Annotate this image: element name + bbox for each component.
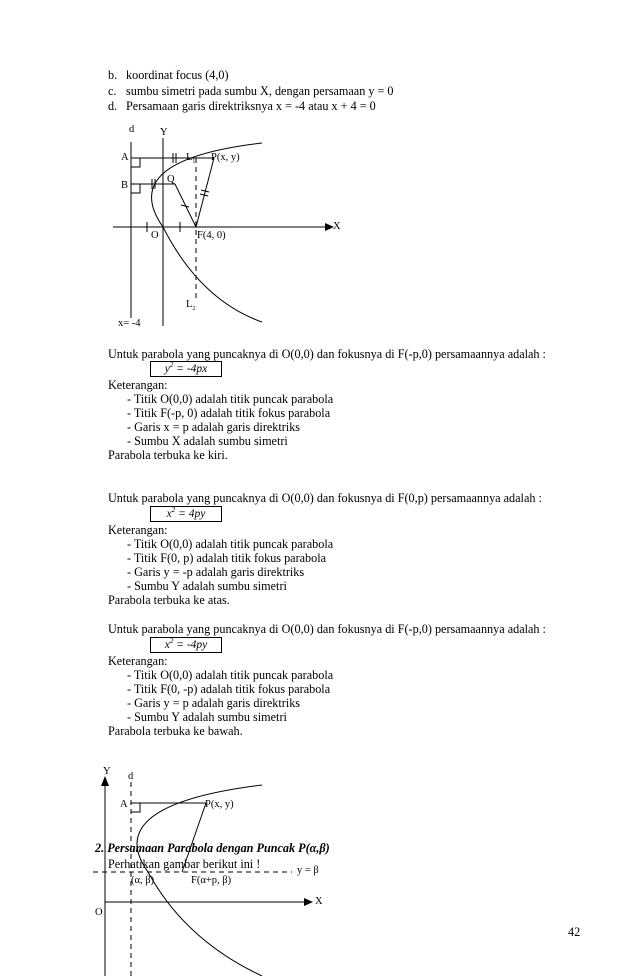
label-l2: $L_2$ bbox=[186, 299, 196, 313]
label-y-axis: Y bbox=[160, 127, 168, 138]
bullet-item: - Sumbu Y adalah sumbu simetri bbox=[127, 710, 287, 724]
section-heading: Untuk parabola yang puncaknya di O(0,0) dan fokusnya di F(-p,0) persamaannya adalah : bbox=[108, 622, 546, 636]
label-vertex: (α, β) bbox=[131, 875, 155, 886]
label-focus-2: F(α+p, β) bbox=[191, 875, 232, 886]
label-q: Q bbox=[167, 174, 175, 185]
keterangan-label: Keterangan: bbox=[108, 378, 168, 392]
list-marker: c. bbox=[108, 84, 117, 98]
list-marker: b. bbox=[108, 68, 118, 82]
section-2-heading: 2. Persamaan Parabola dengan Puncak P(α,β) bbox=[95, 841, 330, 855]
section-heading: Untuk parabola yang puncaknya di O(0,0) dan fokusnya di F(-p,0) persamaannya adalah : bbox=[108, 347, 546, 361]
bullet-item: - Titik F(0, p) adalah titik fokus parabola bbox=[127, 551, 327, 565]
page-number: 42 bbox=[568, 925, 581, 939]
bullet-item: - Titik F(-p, 0) adalah titik fokus parabola bbox=[127, 406, 331, 420]
section-conclusion: Parabola terbuka ke bawah. bbox=[108, 724, 243, 738]
section-heading: Untuk parabola yang puncaknya di O(0,0) dan fokusnya di F(0,p) persamaannya adalah : bbox=[108, 491, 542, 505]
label-o-2: O bbox=[95, 907, 103, 918]
label-d: d bbox=[129, 124, 135, 135]
formula-box: $x^2 = -4py$ bbox=[150, 637, 222, 653]
y-axis-arrow-icon bbox=[101, 776, 109, 786]
label-b: B bbox=[121, 180, 129, 191]
section-conclusion: Parabola terbuka ke kiri. bbox=[108, 448, 228, 462]
label-focus: F(4, 0) bbox=[197, 230, 226, 241]
keterangan-label: Keterangan: bbox=[108, 654, 168, 668]
label-p: P(x, y) bbox=[211, 152, 240, 163]
label-a-2: A bbox=[120, 799, 128, 810]
bullet-item: - Garis y = -p adalah garis direktriks bbox=[127, 565, 305, 579]
bullet-item: - Garis x = p adalah garis direktriks bbox=[127, 420, 301, 434]
bullet-item: - Sumbu Y adalah sumbu simetri bbox=[127, 579, 287, 593]
label-a: A bbox=[121, 152, 129, 163]
right-angle-a-2 bbox=[131, 803, 140, 812]
list-marker: d. bbox=[108, 99, 118, 113]
formula-box: $y^2 = -4px$ bbox=[150, 361, 222, 377]
label-x-axis-2: X bbox=[315, 896, 323, 907]
label-x-axis: X bbox=[333, 221, 341, 232]
bullet-item: - Titik O(0,0) adalah titik puncak parabola bbox=[127, 392, 334, 406]
label-directrix: x= -4 bbox=[118, 318, 141, 329]
list-item: Persamaan garis direktriksnya x = -4 atau x + 4 = 0 bbox=[126, 99, 376, 113]
keterangan-label: Keterangan: bbox=[108, 523, 168, 537]
bullet-item: - Sumbu X adalah sumbu simetri bbox=[127, 434, 288, 448]
x-axis-arrow-icon bbox=[304, 898, 313, 906]
list-item: sumbu simetri pada sumbu X, dengan persamaan y = 0 bbox=[126, 84, 394, 98]
label-o: O bbox=[151, 230, 159, 241]
bullet-item: - Titik O(0,0) adalah titik puncak parabola bbox=[127, 537, 334, 551]
label-l1: $L_1$ bbox=[186, 152, 196, 166]
label-d-2: d bbox=[128, 771, 134, 782]
section-2-subtext: Perhatikan gambar berikut ini ! bbox=[108, 857, 261, 871]
label-p-2: P(x, y) bbox=[205, 799, 234, 810]
list-item: koordinat focus (4,0) bbox=[126, 68, 229, 82]
label-y-axis-2: Y bbox=[103, 766, 111, 777]
bullet-item: - Titik F(0, -p) adalah titik fokus parabola bbox=[127, 682, 331, 696]
section-conclusion: Parabola terbuka ke atas. bbox=[108, 593, 230, 607]
bullet-item: - Garis y = p adalah garis direktriks bbox=[127, 696, 301, 710]
label-y-beta: y = β bbox=[297, 865, 319, 876]
bullet-item: - Titik O(0,0) adalah titik puncak parabola bbox=[127, 668, 334, 682]
formula-box: $x^2 = 4py$ bbox=[150, 506, 222, 522]
